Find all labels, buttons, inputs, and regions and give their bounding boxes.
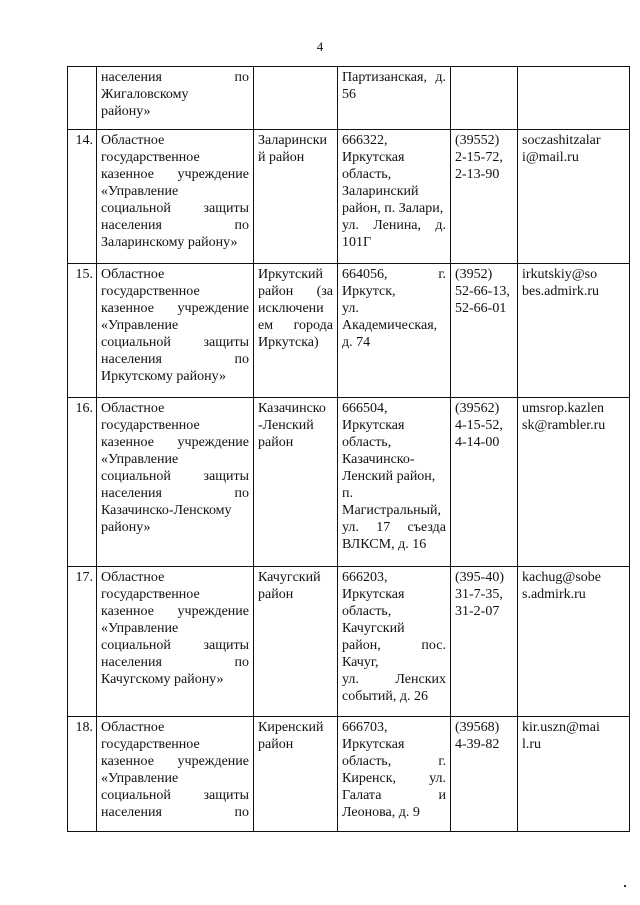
email-cell <box>518 67 630 130</box>
address-line: ВЛКСМ, д. 16 <box>342 537 427 552</box>
address-line: Иркутская <box>342 737 405 752</box>
institution-name-cell <box>97 567 254 717</box>
address-line: 56 <box>342 87 356 102</box>
institution-name-cell <box>97 67 254 130</box>
email-cell <box>518 130 630 264</box>
institution-name-line: казенное учреждение <box>101 301 249 316</box>
row-number: 14. <box>68 130 97 264</box>
phone-cell <box>451 130 518 264</box>
table-row <box>68 67 630 130</box>
district-line: Казачинско <box>258 401 326 416</box>
district-line: Киренский <box>258 720 324 735</box>
institution-name-line: казенное учреждение <box>101 435 249 450</box>
address-line: район, п. Залари, <box>342 201 444 216</box>
district-cell <box>254 567 338 717</box>
address-line: 666504, <box>342 401 388 416</box>
email-cell <box>518 717 630 832</box>
email-line[interactable]: soczashitzalar <box>522 133 601 148</box>
institution-name-line: государственное <box>101 284 200 299</box>
row-number: 15. <box>68 264 97 398</box>
institution-name-line: Областное <box>101 570 165 585</box>
phone-line: (395-40) <box>455 570 504 585</box>
phone-line: 4-14-00 <box>455 435 500 450</box>
table-row <box>68 717 630 832</box>
scan-dot <box>624 885 626 887</box>
address-cell <box>338 130 451 264</box>
address-cell <box>338 264 451 398</box>
phone-line: (39552) <box>455 133 500 148</box>
institution-name-line: Казачинско-Ленскому <box>101 503 232 518</box>
address-line: ул. <box>342 301 359 316</box>
address-line: Магистральный, <box>342 503 441 518</box>
institution-name-cell <box>97 264 254 398</box>
district-cell <box>254 264 338 398</box>
phone-line: (39562) <box>455 401 500 416</box>
email-line[interactable]: i@mail.ru <box>522 150 579 165</box>
institution-name-line: «Управление <box>101 318 179 333</box>
phone-cell <box>451 717 518 832</box>
institution-name-line: государственное <box>101 418 200 433</box>
row-number <box>68 67 97 130</box>
institution-name-line: району» <box>101 520 151 535</box>
address-line: п. <box>342 486 353 501</box>
email-line[interactable]: umsrop.kazlen <box>522 401 605 416</box>
email-line[interactable]: l.ru <box>522 737 542 752</box>
address-line: область, г. <box>342 754 446 769</box>
phone-line: 52-66-13, <box>455 284 510 299</box>
email-line[interactable]: irkutskiy@so <box>522 267 598 282</box>
district-line: район <box>258 435 294 450</box>
district-line: район (за <box>258 284 333 299</box>
phone-line: 31-2-07 <box>455 604 500 619</box>
phone-line: (3952) <box>455 267 493 282</box>
address-line: Академическая, <box>342 318 438 333</box>
address-line: Галата и <box>342 788 446 803</box>
address-line: событий, д. 26 <box>342 689 428 704</box>
institution-name-line: социальной защиты <box>101 788 249 803</box>
district-cell <box>254 398 338 567</box>
institution-name-line: казенное учреждение <box>101 754 249 769</box>
email-line[interactable]: sk@rambler.ru <box>522 418 606 433</box>
institution-name-line: Жигаловскому <box>101 87 189 102</box>
address-cell <box>338 398 451 567</box>
address-line: ул. Ленина, д. <box>342 218 446 233</box>
district-line: й район <box>258 150 305 165</box>
address-cell <box>338 567 451 717</box>
email-cell <box>518 398 630 567</box>
address-line: Ленский район, <box>342 469 436 484</box>
address-line: Качугский <box>342 621 405 636</box>
institution-name-line: Областное <box>101 267 165 282</box>
address-line: 666322, <box>342 133 388 148</box>
address-line: 664056, г. <box>342 267 446 282</box>
district-line: исключени <box>258 301 324 316</box>
address-line: ул. 17 съезда <box>342 520 446 535</box>
institution-name-line: Областное <box>101 133 165 148</box>
institution-name-line: государственное <box>101 150 200 165</box>
address-line: Казачинско- <box>342 452 415 467</box>
district-line: район <box>258 587 294 602</box>
institution-name-line: «Управление <box>101 452 179 467</box>
district-line: -Ленский <box>258 418 314 433</box>
address-line: Иркутская <box>342 150 405 165</box>
address-line: ул. Ленских <box>342 672 446 687</box>
district-line: Иркутский <box>258 267 324 282</box>
phone-line: 4-15-52, <box>455 418 503 433</box>
address-line: область, <box>342 167 392 182</box>
institution-name-cell <box>97 398 254 567</box>
phone-line: 2-13-90 <box>455 167 500 182</box>
address-line: область, <box>342 604 392 619</box>
institution-name-line: Областное <box>101 720 165 735</box>
address-line: 101Г <box>342 235 372 250</box>
district-cell <box>254 130 338 264</box>
row-number: 16. <box>68 398 97 567</box>
email-line[interactable]: kachug@sobe <box>522 570 601 585</box>
address-cell <box>338 67 451 130</box>
institution-name-line: «Управление <box>101 184 179 199</box>
institution-name-line: населения по <box>101 486 249 501</box>
phone-line: 2-15-72, <box>455 150 503 165</box>
district-line: Качугский <box>258 570 321 585</box>
email-line[interactable]: bes.admirk.ru <box>522 284 599 299</box>
institution-name-line: казенное учреждение <box>101 604 249 619</box>
phone-line: 31-7-35, <box>455 587 503 602</box>
address-line: 666703, <box>342 720 388 735</box>
institution-name-line: социальной защиты <box>101 469 249 484</box>
address-line: Иркутская <box>342 418 405 433</box>
phone-cell <box>451 567 518 717</box>
email-line[interactable]: s.admirk.ru <box>522 587 586 602</box>
email-cell <box>518 567 630 717</box>
district-cell <box>254 717 338 832</box>
phone-cell <box>451 398 518 567</box>
institution-name-cell <box>97 717 254 832</box>
phone-line: 52-66-01 <box>455 301 507 316</box>
institution-name-line: населения по <box>101 805 249 820</box>
institution-name-line: социальной защиты <box>101 201 249 216</box>
table-row <box>68 130 630 264</box>
phone-cell <box>451 264 518 398</box>
institution-name-line: «Управление <box>101 621 179 636</box>
institution-name-cell <box>97 130 254 264</box>
table-row <box>68 264 630 398</box>
institution-name-line: государственное <box>101 737 200 752</box>
institution-name-line: населения по <box>101 352 249 367</box>
address-line: Качуг, <box>342 655 379 670</box>
phone-cell <box>451 67 518 130</box>
address-line: Иркутская <box>342 587 405 602</box>
institution-name-line: району» <box>101 104 151 119</box>
phone-line: 4-39-82 <box>455 737 500 752</box>
table-row <box>68 398 630 567</box>
address-cell <box>338 717 451 832</box>
district-line: Заларински <box>258 133 328 148</box>
address-line: Партизанская, д. <box>342 70 446 85</box>
institution-name-line: социальной защиты <box>101 335 249 350</box>
institution-name-line: населения по <box>101 218 249 233</box>
table-row <box>68 567 630 717</box>
address-line: Заларинский <box>342 184 419 199</box>
page-number: 4 <box>316 39 324 54</box>
institutions-table <box>67 66 630 832</box>
district-cell <box>254 67 338 130</box>
email-line[interactable]: kir.uszn@mai <box>522 720 600 735</box>
institution-name-line: «Управление <box>101 771 179 786</box>
institution-name-line: социальной защиты <box>101 638 249 653</box>
institution-name-line: населения по <box>101 655 249 670</box>
address-line: Иркутск, <box>342 284 396 299</box>
row-number: 17. <box>68 567 97 717</box>
row-number: 18. <box>68 717 97 832</box>
address-line: 666203, <box>342 570 388 585</box>
institution-name-line: Областное <box>101 401 165 416</box>
address-line: Киренск, ул. <box>342 771 446 786</box>
email-cell <box>518 264 630 398</box>
district-line: район <box>258 737 294 752</box>
district-line: Иркутска) <box>258 335 319 350</box>
institution-name-line: Иркутскому району» <box>101 369 226 384</box>
institution-name-line: государственное <box>101 587 200 602</box>
address-line: д. 74 <box>342 335 371 350</box>
district-line: ем города <box>258 318 333 333</box>
institution-name-line: Заларинскому району» <box>101 235 238 250</box>
institution-name-line: казенное учреждение <box>101 167 249 182</box>
institution-name-line: населения по <box>101 70 249 85</box>
phone-line: (39568) <box>455 720 500 735</box>
institution-name-line: Качугскому району» <box>101 672 224 687</box>
address-line: район, пос. <box>342 638 446 653</box>
address-line: Леонова, д. 9 <box>342 805 420 820</box>
address-line: область, <box>342 435 392 450</box>
